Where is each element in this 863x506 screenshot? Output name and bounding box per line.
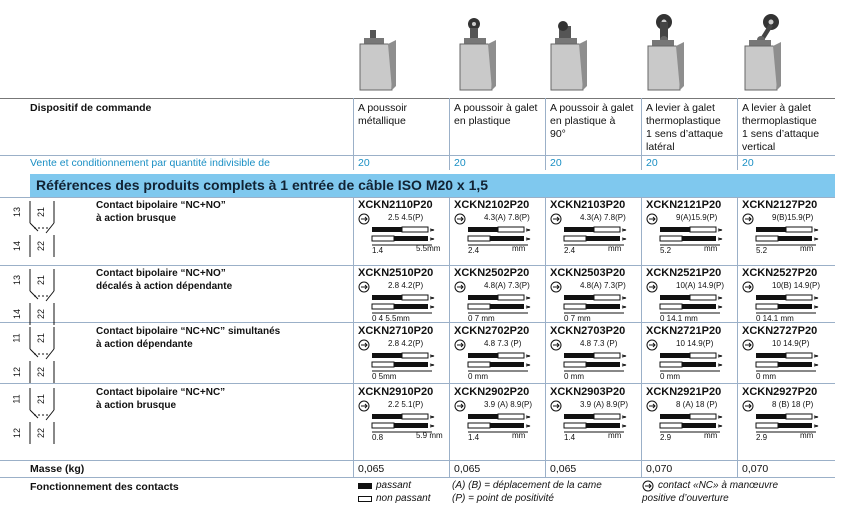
diagram-unit: mm [800, 244, 814, 253]
function-label: Fonctionnement des contacts [30, 481, 179, 493]
contact-travel-diagram [358, 213, 446, 267]
mass-value: 0,065 [550, 463, 577, 475]
positive-opening-icon [646, 400, 658, 412]
diagram-bottom-values: 0 14.1 mm [660, 314, 698, 323]
qty-value: 20 [550, 157, 562, 169]
terminal-number: 22 [36, 366, 47, 378]
product-reference: XCKN2727P20 [742, 325, 818, 337]
column-header-line: en plastique [454, 115, 511, 127]
column-header [358, 102, 407, 128]
terminal-number: 21 [36, 274, 47, 286]
roller-lever-vertical-switch-icon [737, 12, 799, 92]
diagram-top-values: 10 14.9(P) [772, 339, 810, 348]
column-header-line: A poussoir à galet [454, 102, 538, 114]
contact-travel-diagram [646, 213, 734, 267]
terminal-number: 13 [12, 206, 23, 218]
row-description-line-2: à action brusque [96, 213, 177, 224]
qty-value: 20 [454, 157, 466, 169]
diagram-bottom-values: 0 mm [468, 372, 488, 381]
diagram-bars [454, 223, 540, 253]
terminal-number: 14 [12, 240, 23, 252]
diagram-top-values: 4.8(A) 7.3(P) [484, 281, 530, 290]
positive-opening-icon [358, 213, 370, 225]
diagram-bottom-values: 0 5mm [372, 372, 397, 381]
contact-travel-diagram [742, 400, 830, 454]
product-reference: XCKN2121P20 [646, 199, 722, 211]
diagram-bars [646, 223, 732, 253]
product-reference: XCKN2902P20 [454, 386, 530, 398]
banner-title: Références des produits complets à 1 entrée de câble ISO M20 x 1,5 [36, 177, 489, 193]
column-header [550, 102, 633, 141]
diagram-bars [742, 410, 828, 440]
row-description-line-2: à action dépendante [96, 339, 193, 350]
legend-ab: (A) (B) = déplacement de la came [452, 480, 602, 491]
qty-value: 20 [646, 157, 658, 169]
diagram-bars [358, 349, 444, 379]
diagram-bottom-values: 2.4 [564, 246, 576, 255]
mass-value: 0,070 [646, 463, 673, 475]
terminal-number: 21 [36, 206, 47, 218]
product-reference: XCKN2921P20 [646, 386, 722, 398]
product-reference: XCKN2703P20 [550, 325, 626, 337]
product-reference: XCKN2527P20 [742, 267, 818, 279]
contact-symbol-icon [20, 388, 76, 444]
terminal-number: 11 [11, 333, 22, 343]
product-reference: XCKN2503P20 [550, 267, 626, 279]
diagram-bars [550, 410, 636, 440]
plunger-switch-icon [352, 12, 414, 92]
contact-travel-diagram [646, 339, 734, 393]
diagram-top-values: 3.9 (A) 8.9(P) [580, 400, 629, 409]
column-header-line: 90° [550, 128, 566, 140]
contact-travel-diagram [454, 213, 542, 267]
diagram-top-values: 9(A)15.9(P) [676, 213, 718, 222]
terminal-number: 22 [36, 240, 47, 252]
diagram-bars [454, 410, 540, 440]
column-header [742, 102, 819, 154]
diagram-unit: 5.9 mm [416, 431, 443, 440]
product-reference: XCKN2910P20 [358, 386, 434, 398]
positive-opening-icon [646, 339, 658, 351]
contact-travel-diagram [742, 213, 830, 267]
contact-travel-diagram [550, 400, 638, 454]
diagram-bottom-values: 0 4 5.5mm [372, 314, 410, 323]
positive-opening-icon [550, 281, 562, 293]
column-header [646, 102, 723, 154]
legend-p: (P) = point de positivité [452, 493, 554, 504]
contact-travel-diagram [454, 400, 542, 454]
diagram-unit: mm [704, 244, 718, 253]
mass-value: 0,065 [358, 463, 385, 475]
column-header-line: 1 sens d’attaque [646, 128, 724, 140]
product-reference: XCKN2721P20 [646, 325, 722, 337]
diagram-bottom-values: 1.4 [468, 433, 480, 442]
column-header [454, 102, 537, 128]
row-description-line-2: décalés à action dépendante [96, 281, 233, 292]
mass-value: 0,070 [742, 463, 769, 475]
positive-opening-icon [550, 213, 562, 225]
diagram-top-values: 2.2 5.1(P) [388, 400, 424, 409]
terminal-number: 22 [36, 427, 47, 439]
column-header-line: en plastique à [550, 115, 616, 127]
diagram-unit: mm [704, 431, 718, 440]
diagram-bars [550, 349, 636, 379]
diagram-unit: mm [608, 431, 622, 440]
column-header-line: A levier à galet [646, 102, 715, 114]
qty-label: Vente et conditionnement par quantité indivisible de [30, 157, 270, 169]
diagram-bottom-values: 0 mm [564, 372, 584, 381]
row-description [96, 325, 280, 351]
diagram-top-values: 4.8(A) 7.3(P) [580, 281, 626, 290]
product-reference: XCKN2510P20 [358, 267, 434, 279]
row-description-line-2: à action brusque [96, 400, 177, 411]
diagram-unit: mm [512, 244, 526, 253]
contact-symbol-icon [20, 201, 76, 257]
legend-nc-1: contact «NC» à manœuvre [658, 480, 779, 491]
diagram-bottom-values: 0 7 mm [564, 314, 591, 323]
diagram-bottom-values: 5.2 [756, 246, 768, 255]
positive-opening-icon [358, 281, 370, 293]
terminal-number: 21 [36, 393, 47, 405]
qty-value: 20 [742, 157, 754, 169]
row-description-line-1: Contact bipolaire “NC+NO” [96, 268, 226, 279]
product-reference: XCKN2521P20 [646, 267, 722, 279]
contact-symbol-icon [20, 327, 76, 383]
diagram-bottom-values: 1.4 [564, 433, 576, 442]
positive-opening-icon [454, 339, 466, 351]
row-description [96, 386, 225, 412]
diagram-bars [550, 291, 636, 321]
diagram-bottom-values: 2.9 [660, 433, 672, 442]
product-reference: XCKN2502P20 [454, 267, 530, 279]
diagram-top-values: 4.3(A) 7.8(P) [484, 213, 530, 222]
product-reference: XCKN2103P20 [550, 199, 626, 211]
diagram-bottom-values: 0.8 [372, 433, 384, 442]
contact-travel-diagram [358, 339, 446, 393]
contact-travel-diagram [742, 339, 830, 393]
diagram-bottom-values: 5.2 [660, 246, 672, 255]
column-header-line: A poussoir [358, 102, 408, 114]
positive-opening-icon [550, 339, 562, 351]
diagram-bottom-values: 1.4 [372, 246, 384, 255]
diagram-top-values: 2.5 4.5(P) [388, 213, 424, 222]
positive-opening-icon [358, 339, 370, 351]
diagram-unit: mm [512, 431, 526, 440]
row-description-line-1: Contact bipolaire “NC+NC” [96, 387, 226, 398]
diagram-bottom-values: 0 7 mm [468, 314, 495, 323]
column-header-line: thermoplastique [646, 115, 721, 127]
diagram-top-values: 10 14.9(P) [676, 339, 714, 348]
positive-opening-icon [454, 213, 466, 225]
contact-travel-diagram [646, 400, 734, 454]
column-header-line: A levier à galet [742, 102, 811, 114]
diagram-top-values: 10(A) 14.9(P) [676, 281, 725, 290]
column-header-line: vertical [742, 141, 776, 153]
diagram-bars [742, 223, 828, 253]
mass-value: 0,065 [454, 463, 481, 475]
diagram-top-values: 3.9 (A) 8.9(P) [484, 400, 533, 409]
terminal-number: 12 [12, 427, 23, 439]
diagram-top-values: 2.8 4.2(P) [388, 281, 424, 290]
positive-opening-icon [742, 213, 754, 225]
diagram-bars [646, 349, 732, 379]
diagram-top-values: 10(B) 14.9(P) [772, 281, 821, 290]
positive-opening-icon [742, 400, 754, 412]
terminal-number: 21 [36, 332, 47, 344]
diagram-top-values: 4.3(A) 7.8(P) [580, 213, 626, 222]
positive-opening-icon [742, 339, 754, 351]
legend-non-passant: non passant [376, 493, 431, 504]
product-reference: XCKN2927P20 [742, 386, 818, 398]
legend-nc-2: positive d’ouverture [642, 493, 729, 504]
column-header-line: 1 sens d’attaque [742, 128, 820, 140]
diagram-top-values: 4.8 7.3 (P) [580, 339, 618, 348]
diagram-top-values: 4.8 7.3 (P) [484, 339, 522, 348]
row-description-line-1: Contact bipolaire “NC+NO” [96, 200, 226, 211]
diagram-top-values: 2.8 4.2(P) [388, 339, 424, 348]
diagram-bars [454, 291, 540, 321]
diagram-bottom-values: 0 mm [660, 372, 680, 381]
diagram-unit: 5.5mm [416, 244, 441, 253]
diagram-top-values: 8 (A) 18 (P) [676, 400, 718, 409]
terminal-number: 22 [36, 308, 47, 320]
diagram-bottom-values: 0 14.1 mm [756, 314, 794, 323]
diagram-bottom-values: 2.4 [468, 246, 480, 255]
positive-opening-icon [642, 480, 656, 492]
terminal-number: 11 [11, 394, 22, 404]
legend-passant-swatch [358, 483, 372, 489]
diagram-top-values: 8 (B) 18 (P) [772, 400, 814, 409]
section-banner [30, 174, 835, 197]
contact-travel-diagram [358, 400, 446, 454]
diagram-bars [454, 349, 540, 379]
roller-plunger-switch-icon [452, 12, 514, 92]
row-description-line-1: Contact bipolaire “NC+NC” simultanés [96, 326, 281, 337]
positive-opening-icon [742, 281, 754, 293]
positive-opening-icon [646, 213, 658, 225]
positive-opening-icon [646, 281, 658, 293]
roller-lever-switch-icon [640, 12, 702, 92]
contact-travel-diagram [550, 339, 638, 393]
terminal-number: 14 [12, 308, 23, 320]
row-description [96, 267, 232, 293]
terminal-number: 13 [12, 274, 23, 286]
mass-label: Masse (kg) [30, 463, 85, 475]
qty-value: 20 [358, 157, 370, 169]
column-header-line: latéral [646, 141, 675, 153]
roller-plunger-90-switch-icon [543, 12, 605, 92]
product-reference: XCKN2710P20 [358, 325, 434, 337]
product-reference: XCKN2110P20 [358, 199, 433, 211]
column-header-line: thermoplastique [742, 115, 817, 127]
positive-opening-icon [454, 400, 466, 412]
positive-opening-icon [358, 400, 370, 412]
diagram-unit: mm [800, 431, 814, 440]
row-description [96, 199, 226, 225]
product-reference: XCKN2127P20 [742, 199, 818, 211]
diagram-bottom-values: 0 mm [756, 372, 776, 381]
diagram-unit: mm [608, 244, 622, 253]
legend-non-passant-swatch [358, 496, 372, 502]
contact-travel-diagram [550, 213, 638, 267]
device-label: Dispositif de commande [30, 102, 152, 114]
contact-travel-diagram [454, 339, 542, 393]
contact-symbol-icon [20, 269, 76, 325]
diagram-bars [550, 223, 636, 253]
diagram-bottom-values: 2.9 [756, 433, 768, 442]
legend-passant: passant [376, 480, 412, 491]
diagram-bars [742, 349, 828, 379]
column-header-line: A poussoir à galet [550, 102, 634, 114]
positive-opening-icon [550, 400, 562, 412]
positive-opening-icon [454, 281, 466, 293]
diagram-bars [646, 410, 732, 440]
column-header-line: métallique [358, 115, 406, 127]
diagram-top-values: 9(B)15.9(P) [772, 213, 814, 222]
product-reference: XCKN2702P20 [454, 325, 530, 337]
terminal-number: 12 [12, 366, 23, 378]
product-reference: XCKN2102P20 [454, 199, 530, 211]
product-reference: XCKN2903P20 [550, 386, 626, 398]
